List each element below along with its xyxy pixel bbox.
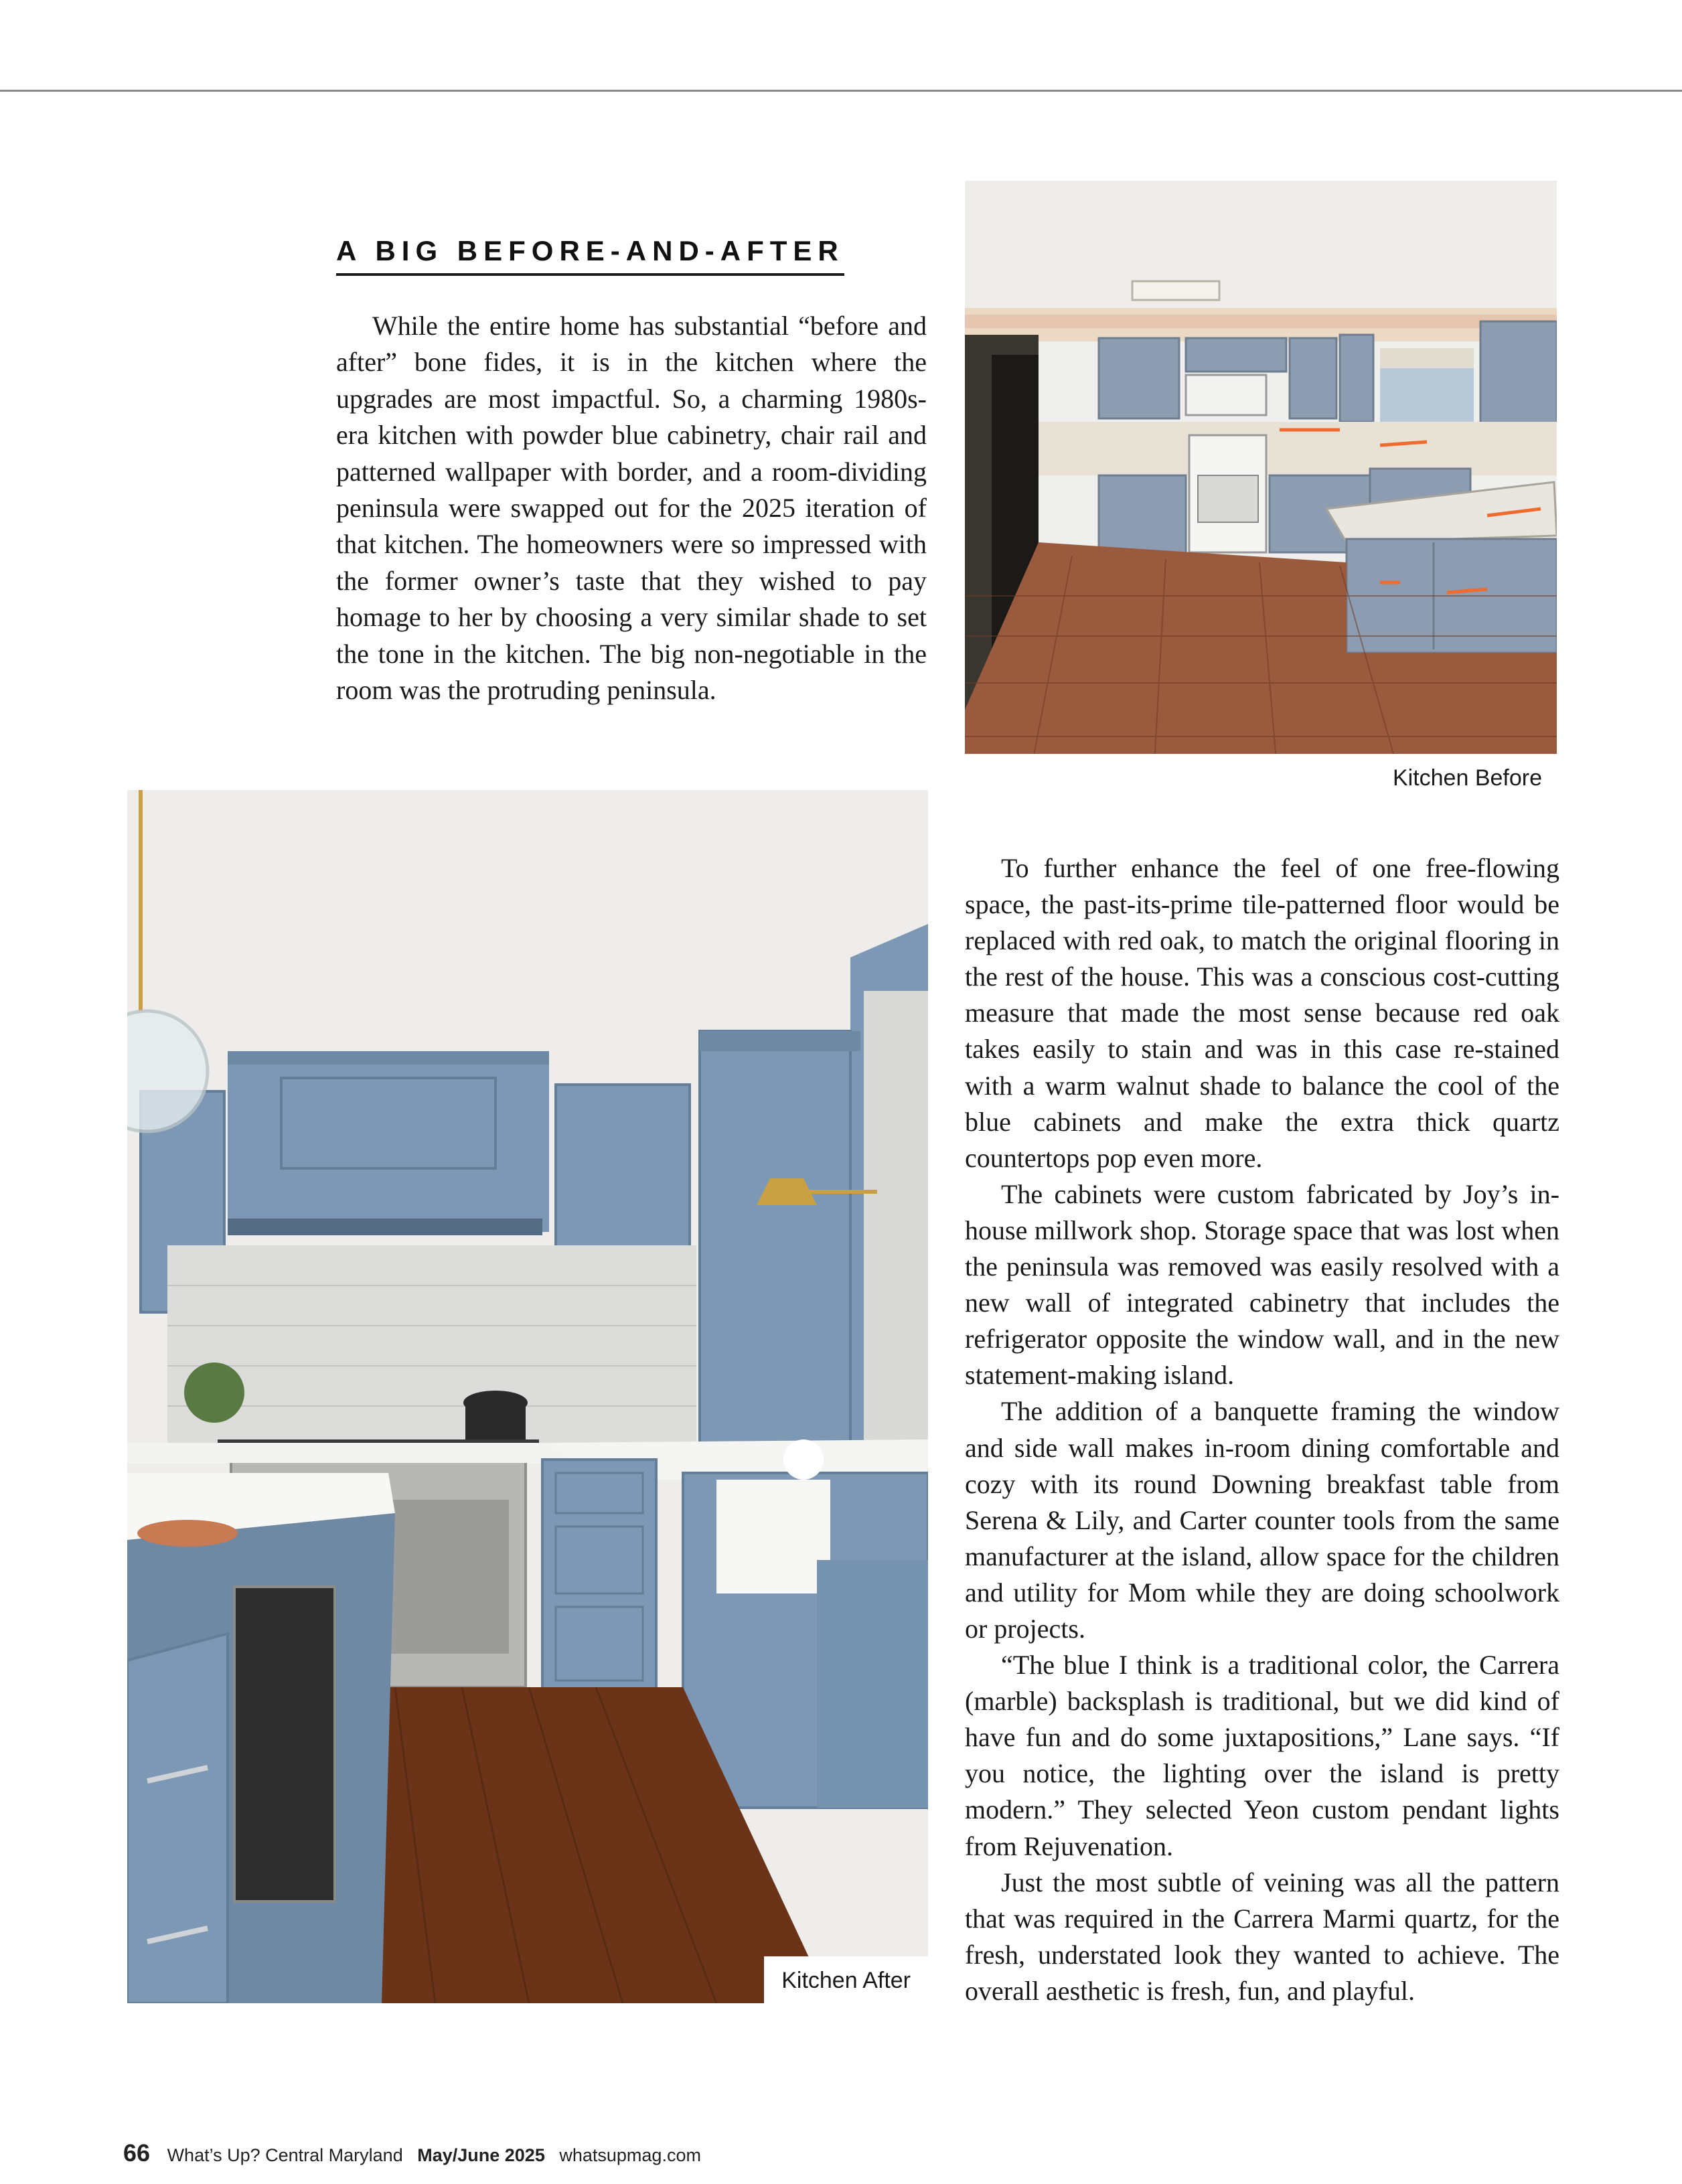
paragraph: To further enhance the feel of one free-flowing space, the past-its-prime tile-patterned floor would be replaced with red oak, to match the original flooring in the rest of the house. This was a conscious cost-cutting measure that made the most sense because red oak takes easily to stain and was in this case re-stained with a warm walnut shade to balance the cool of the blue cabinets and make the extra thick quartz countertops pop even more. (965, 853, 1559, 1173)
page-number: 66 (123, 2139, 151, 2167)
paragraph: The addition of a banquette framing the window and side wall makes in-room dining comfortable and cozy with its round Downing breakfast table from Serena & Lily, and Carter counter tools from the same manufacturer at the island, allow space for the children and utility for Mom while they are doing schoolwork or projects. (965, 1396, 1559, 1644)
paragraph: “The blue I think is a traditional color, the Carrera (marble) backsplash is traditional, but we did kind of have fun and do some juxtapositions,” Lane says. “If you notice, the lighting over the island is pretty modern.” They selected Yeon custom pendant lights from Rejuvenation. (965, 1650, 1559, 1861)
paragraph: The cabinets were custom fabricated by Joy’s in-house millwork shop. Storage space that was lost when the peninsula was removed was easily resolved with a new wall of integrated cabinetry that includes the refrigerator opposite the window wall, and in the new statement-making island. (965, 1178, 1559, 1391)
section-heading: A BIG BEFORE-AND-AFTER (336, 233, 844, 276)
left-text-column (336, 308, 927, 708)
kitchen-after-photo (127, 790, 928, 2003)
before-caption: Kitchen Before (965, 754, 1557, 801)
issue-date: May/June 2025 (417, 2145, 545, 2165)
website-link[interactable]: whatsupmag.com (559, 2145, 701, 2165)
paragraph: While the entire home has substantial “before and after” bone fides, it is in the kitchen where the upgrades are most impactful. So, a charming 1980s-era kitchen with powder blue cabinetry, chair rail and patterned wallpaper with border, and a room-dividing peninsula were swapped out for the 2025 iteration of that kitchen. The homeowners were so impressed with the former owner’s taste that they wished to pay homage to her by choosing a very similar shade to set the tone in the kitchen. The big non-negotiable in the room was the protruding peninsula. (336, 311, 927, 706)
page-footer (123, 2139, 701, 2167)
publication-name: What’s Up? Central Maryland (167, 2145, 403, 2165)
after-caption: Kitchen After (764, 1956, 928, 2003)
paragraph: Just the most subtle of veining was all the pattern that was required in the Carrera Marmi quartz, for the fresh, understated look they wanted to achieve. The overall aesthetic is fresh, fun, and playful. (965, 1867, 1559, 2006)
kitchen-before-photo (965, 181, 1557, 801)
top-rule (0, 90, 1682, 92)
right-text-column (965, 850, 1559, 2009)
